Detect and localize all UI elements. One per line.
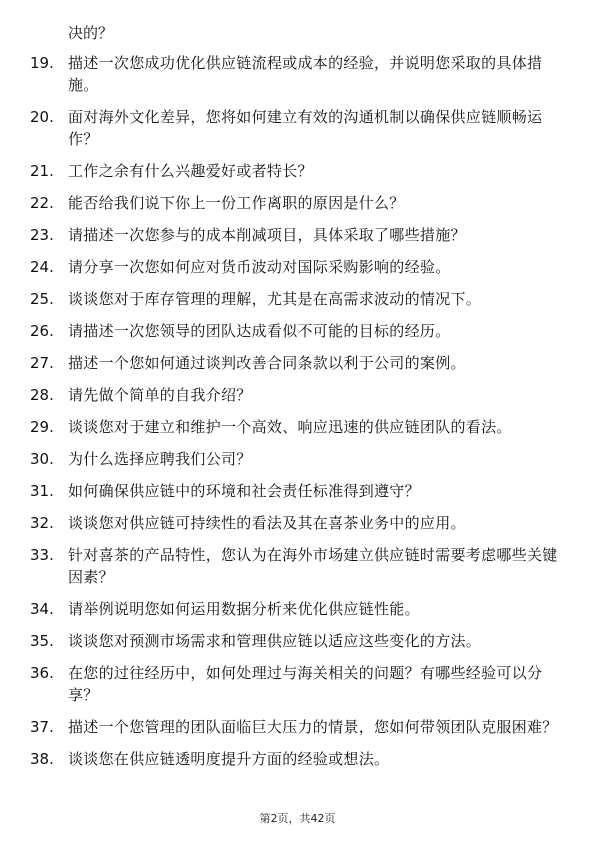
question-item [30,288,570,310]
question-number: 37. [30,718,54,736]
question-item [30,448,570,470]
question-text: 面对海外文化差异，您将如何建立有效的沟通机制以确保供应链顺畅运作？ [68,108,543,148]
question-item [30,512,570,534]
question-number: 23. [30,226,54,244]
question-number: 19. [30,54,54,72]
question-number: 27. [30,354,54,372]
question-item [30,192,570,214]
question-text: 如何确保供应链中的环境和社会责任标准得到遵守？ [68,482,420,500]
question-item [30,256,570,278]
question-number: 38. [30,750,54,768]
question-item [30,748,570,770]
question-number: 24. [30,258,54,276]
question-text: 请分享一次您如何应对货币波动对国际采购影响的经验。 [68,258,451,276]
question-text: 请描述一次您参与的成本削减项目，具体采取了哪些措施？ [68,226,466,244]
question-number: 21. [30,162,54,180]
question-text: 在您的过往经历中，如何处理过与海关相关的问题？有哪些经验可以分享？ [68,664,543,704]
question-item [30,716,570,738]
question-number: 34. [30,600,54,618]
question-number: 28. [30,386,54,404]
question-text: 针对喜茶的产品特性，您认为在海外市场建立供应链时需要考虑哪些关键因素？ [68,546,558,586]
question-number: 36. [30,664,54,682]
question-text: 请先做个简单的自我介绍？ [68,386,252,404]
question-text: 谈谈您对于库存管理的理解，尤其是在高需求波动的情况下。 [68,290,482,308]
question-number: 25. [30,290,54,308]
question-number: 22. [30,194,54,212]
question-text: 谈谈您对预测市场需求和管理供应链以适应这些变化的方法。 [68,632,482,650]
question-item [30,662,570,706]
question-item [30,544,570,588]
question-number: 33. [30,546,54,564]
page-number: 第2页，共42页 [259,812,336,825]
question-number: 20. [30,108,54,126]
question-item [30,160,570,182]
question-text: 描述一个您如何通过谈判改善合同条款以利于公司的案例。 [68,354,466,372]
question-item [30,416,570,438]
question-item [30,352,570,374]
question-text: 描述一个您管理的团队面临巨大压力的情景，您如何带领团队克服困难？ [68,718,558,736]
question-number: 32. [30,514,54,532]
question-number: 35. [30,632,54,650]
question-item [30,598,570,620]
question-item [30,630,570,652]
question-item [30,320,570,342]
question-text: 谈谈您在供应链透明度提升方面的经验或想法。 [68,750,390,768]
question-number: 29. [30,418,54,436]
question-list [30,52,570,780]
question-number: 31. [30,482,54,500]
question-item [30,106,570,150]
question-text: 请描述一次您领导的团队达成看似不可能的目标的经历。 [68,322,451,340]
continued-question-text: 决的？ [68,24,114,42]
question-item [30,384,570,406]
question-text: 为什么选择应聘我们公司？ [68,450,252,468]
question-item [30,480,570,502]
question-text: 工作之余有什么兴趣爱好或者特长？ [68,162,313,180]
question-text: 谈谈您对供应链可持续性的看法及其在喜茶业务中的应用。 [68,514,466,532]
question-text: 谈谈您对于建立和维护一个高效、响应迅速的供应链团队的看法。 [68,418,512,436]
question-number: 30. [30,450,54,468]
question-text: 描述一次您成功优化供应链流程或成本的经验，并说明您采取的具体措施。 [68,54,543,94]
question-item [30,52,570,96]
question-number: 26. [30,322,54,340]
question-text: 请举例说明您如何运用数据分析来优化供应链性能。 [68,600,420,618]
question-text: 能否给我们说下你上一份工作离职的原因是什么？ [68,194,405,212]
question-item [30,224,570,246]
